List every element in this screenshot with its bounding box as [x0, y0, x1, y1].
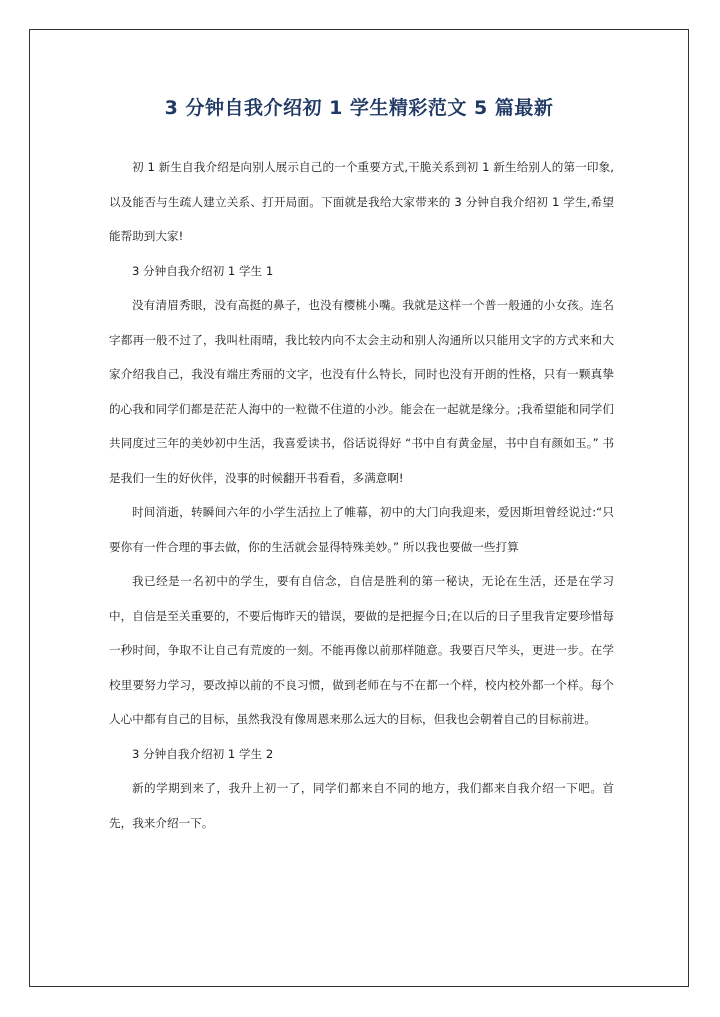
intro-paragraph: 初 1 新生自我介绍是向别人展示自己的一个重要方式,干脆关系到初 1 新生给别人的第一印象,以及能否与生疏人建立关系、打开局面。下面就是我给大家带来的 3 分钟自我介绍初 1 学生,希望能帮助到大家! [109, 160, 614, 243]
document-body [109, 150, 614, 840]
body-paragraph: 新的学期到来了，我升上初一了，同学们都来自不同的地方，我们都来自我介绍一下吧。首先，我来介绍一下。 [109, 781, 614, 830]
body-paragraph: 没有清眉秀眼，没有高挺的鼻子，也没有樱桃小嘴。我就是这样一个普一般通的小女孩。连名字都再一般不过了，我叫杜雨晴，我比较内向不太会主动和别人沟通所以只能用文字的方式来和大家介绍我自己，我没有端庄秀丽的文字，也没有什么特长，同时也没有开朗的性格，只有一颗真挚的心我和同学们都是茫茫人海中的一粒微不住道的小沙。能会在一起就是缘分。;我希望能和同学们共同度过三年的美妙初中生活，我喜爱读书，俗话说得好 “书中自有黄金屋，书中自有颜如玉。” 书是我们一生的好伙伴，没事的时候翻开书看看，多满意啊! [109, 298, 614, 485]
section-heading-2: 3 分钟自我介绍初 1 学生 2 [132, 746, 274, 761]
section-heading-1: 3 分钟自我介绍初 1 学生 1 [132, 263, 274, 278]
body-paragraph: 时间消逝，转瞬间六年的小学生活拉上了帷幕，初中的大门向我迎来，爱因斯坦曾经说过:“只要你有一件合理的事去做，你的生活就会显得特殊美妙。” 所以我也要做一些打算 [109, 505, 614, 554]
body-paragraph: 我已经是一名初中的学生，要有自信念，自信是胜利的第一秘诀，无论在生活，还是在学习中，自信是至关重要的，不要后悔昨天的错误，要做的是把握今日;在以后的日子里我肯定要珍惜每一秒时间，争取不让自己有荒废的一刻。不能再像以前那样随意。我要百尺竿头，更进一步。在学校里要努力学习，要改掉以前的不良习惯，做到老师在与不在都一个样，校内校外都一个样。每个人心中都有自己的目标，虽然我没有像周恩来那么远大的目标，但我也会朝着自己的目标前进。 [109, 574, 614, 726]
document-title: 3 分钟自我介绍初 1 学生精彩范文 5 篇最新 [164, 97, 554, 119]
